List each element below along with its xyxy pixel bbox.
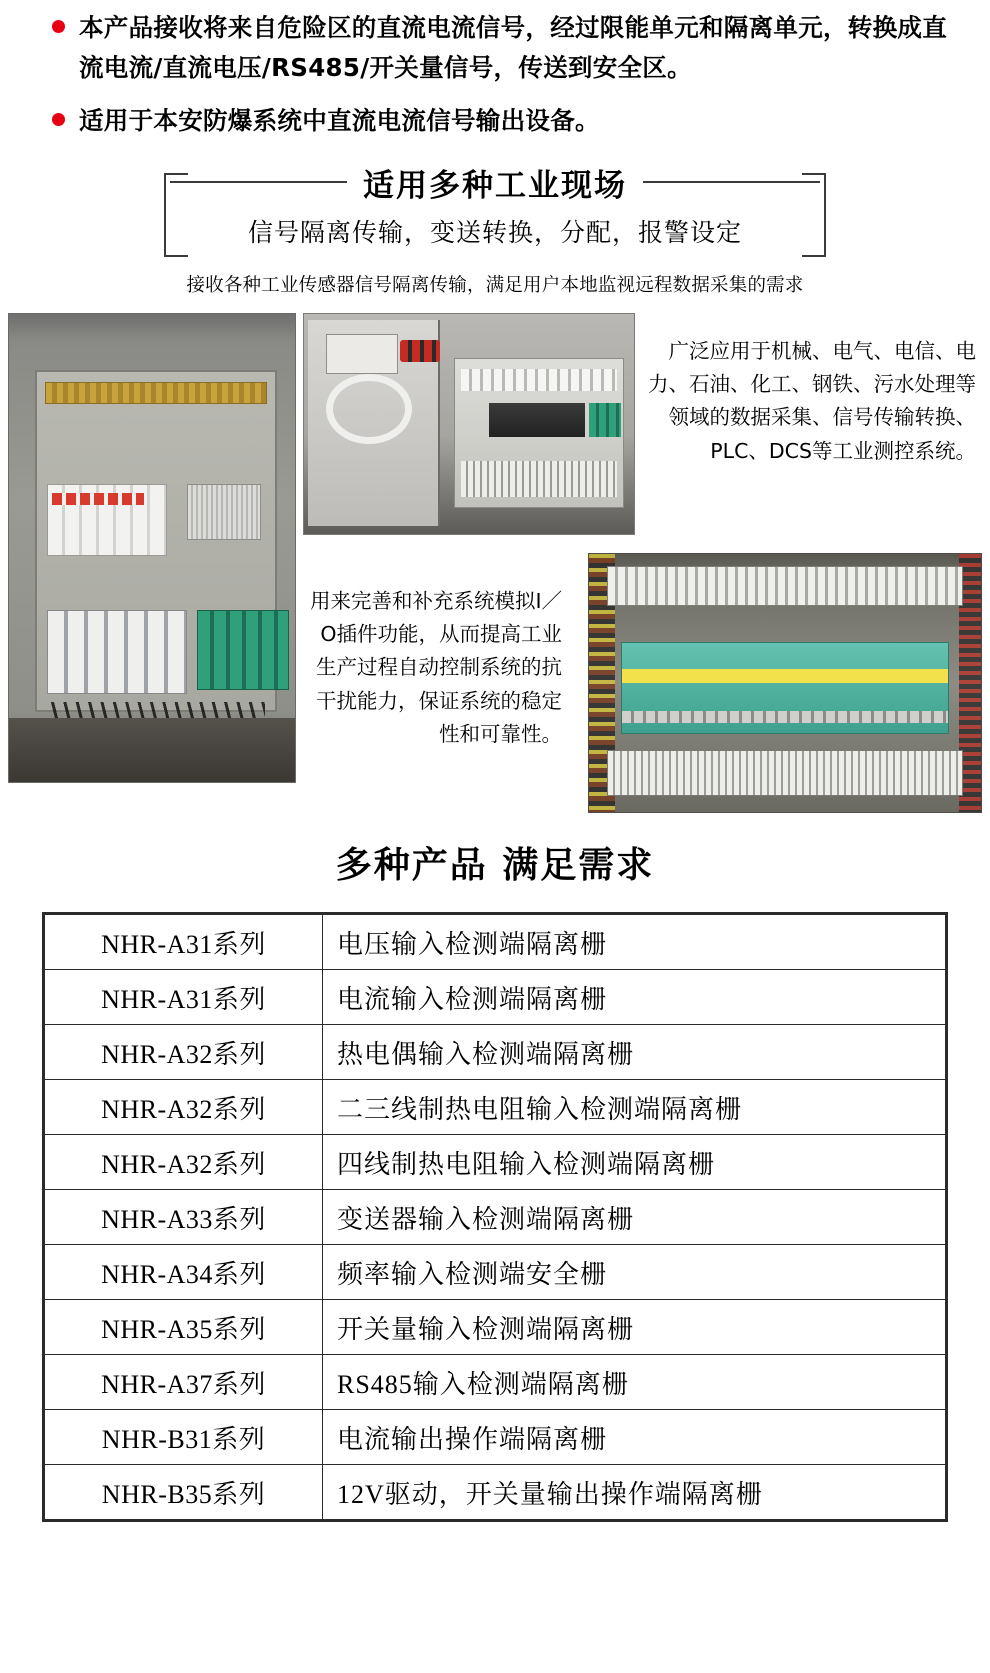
product-description: RS485输入检测端隔离栅 [323,1355,946,1410]
bullet-dot-icon [52,113,65,126]
section-title-row [170,159,820,205]
plc-io-modules [621,642,949,734]
red-connector-strip [400,340,440,362]
product-model: NHR-A32系列 [45,1135,323,1190]
bullet-dot-icon [52,20,65,33]
photo-control-cabinet-full [8,313,296,783]
products-title: 多种产品 满足需求 [335,845,655,887]
table-row [45,1465,946,1520]
product-model: NHR-A32系列 [45,1025,323,1080]
heading-rule-left [170,181,347,183]
product-description: 热电偶输入检测端隔离栅 [323,1025,946,1080]
product-description: 四线制热电阻输入检测端隔离栅 [323,1135,946,1190]
product-model: NHR-A31系列 [45,970,323,1025]
table-row [45,1025,946,1080]
green-isolator-modules [589,403,621,437]
product-description: 电流输入检测端隔离栅 [323,970,946,1025]
photo-gallery [0,313,990,813]
power-supply-unit [187,484,261,540]
section-title: 适用多种工业现场 [363,167,627,204]
plc-module [489,403,585,437]
bullet-text: 适用于本安防爆系统中直流电流信号输出设备。 [79,106,600,136]
section-description: 接收各种工业传感器信号隔离传输，满足用户本地监视远程数据采集的需求 [186,275,804,297]
products-table [44,914,946,1520]
table-row [45,1190,946,1245]
table-row [45,1410,946,1465]
photo-plc-rack [588,553,982,813]
breaker-modules [47,484,167,556]
lower-terminal-strip [461,461,617,497]
copper-busbar [45,382,267,404]
product-description: 12V驱动，开关量输出操作端隔离栅 [323,1465,946,1520]
product-model: NHR-B35系列 [45,1465,323,1520]
top-terminal-rail [607,566,963,606]
photo-enclosure-open [303,313,635,535]
product-description: 频率输入检测端安全栅 [323,1245,946,1300]
table-row [45,1300,946,1355]
table-row [45,1080,946,1135]
product-description: 变送器输入检测端隔离栅 [323,1190,946,1245]
table-row [45,970,946,1025]
bottom-terminal-rail [607,750,963,796]
section-subtitle: 信号隔离传输，变送转换，分配，报警设定 [247,218,742,248]
product-model: NHR-B31系列 [45,1410,323,1465]
product-description: 开关量输入检测端隔离栅 [323,1300,946,1355]
product-model: NHR-A37系列 [45,1355,323,1410]
table-row [45,1245,946,1300]
cabinet-inner-plate [35,370,277,712]
products-table-wrapper [42,912,948,1522]
section-heading-block [170,159,820,297]
table-row [45,1135,946,1190]
table-row [45,1355,946,1410]
product-description: 二三线制热电阻输入检测端隔离栅 [323,1080,946,1135]
bullet-text: 本产品接收将来自危险区的直流电流信号，经过限能单元和隔离单元，转换成直流电流/直流电压/RS485/开关量信号，传送到安全区。 [79,13,947,82]
relay-block-row [47,610,187,694]
product-model: NHR-A33系列 [45,1190,323,1245]
product-description: 电压输入检测端隔离栅 [323,915,946,970]
caption-system-io: 用来完善和补充系统模拟I／O插件功能，从而提高工业生产过程自动控制系统的抗干扰能力，保证系统的稳定性和可靠性。 [309,589,562,746]
bullet-item [52,8,956,87]
isolator-module-row [197,610,289,690]
product-description: 电流输出操作端隔离栅 [323,1410,946,1465]
intro-bullets [0,0,990,141]
cable-bundle [9,718,295,782]
table-row [45,915,946,970]
product-model: NHR-A32系列 [45,1080,323,1135]
bullet-item [52,101,956,141]
enclosure-backplate [454,358,624,508]
product-model: NHR-A31系列 [45,915,323,970]
products-table-body [45,915,946,1520]
product-model: NHR-A34系列 [45,1245,323,1300]
caption-applications: 广泛应用于机械、电气、电信、电力、石油、化工、钢铁、污水处理等领域的数据采集、信号传输转换、PLC、DCS等工业测控系统。 [648,339,976,463]
coiled-cable [326,374,412,444]
heading-rule-right [643,181,820,183]
product-model: NHR-A35系列 [45,1300,323,1355]
bracket-frame [170,159,820,253]
upper-terminal-strip [461,369,617,391]
